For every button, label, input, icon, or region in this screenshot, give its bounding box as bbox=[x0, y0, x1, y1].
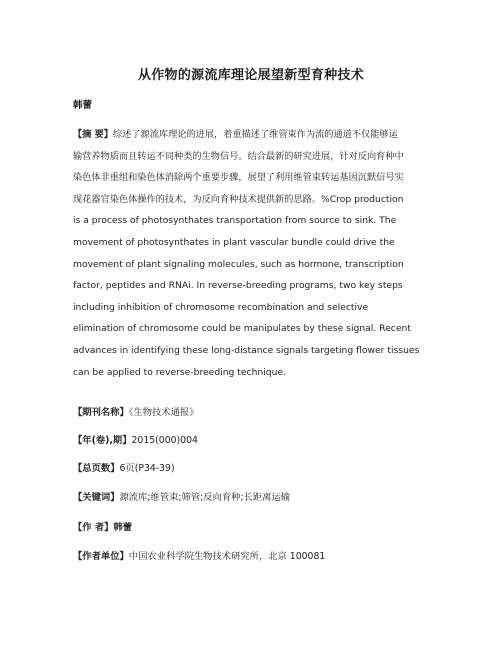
journal-value: 《生物技术通报》 bbox=[128, 407, 199, 418]
pages-value: 6页(P34-39) bbox=[119, 463, 175, 474]
abstract-line: can be applied to reverse-breeding technique. bbox=[73, 366, 287, 378]
affiliation-value: 中国农业科学院生物技术研究所，北京 100081 bbox=[128, 551, 326, 562]
abstract-line: 染色体非重组和染色体消除两个重要步骤，展望了利用维管束转运基因沉默信号实 bbox=[73, 172, 404, 184]
abstract-label: 【摘 要】 bbox=[73, 129, 113, 140]
author-row bbox=[73, 519, 132, 533]
author-value: 韩蕾 bbox=[113, 522, 133, 533]
pages-row bbox=[73, 460, 175, 474]
journal-label: 【期刊名称】 bbox=[73, 407, 129, 418]
keywords-value: 源流库;维管束;筛管;反向育种;长距离运输 bbox=[119, 492, 291, 503]
affiliation-row bbox=[73, 548, 325, 562]
abstract-line: including inhibition of chromosome recombination and selective bbox=[73, 301, 369, 313]
abstract-line: elimination of chromosome could be manipulates by these signal. Recent bbox=[73, 323, 411, 335]
journal-row bbox=[73, 404, 199, 418]
abstract-line: advances in identifying these long-distance signals targeting flower tissues bbox=[73, 344, 420, 356]
abstract-line: factor, peptides and RNAi. In reverse-breeding programs, two key steps bbox=[73, 280, 403, 292]
year-volume-issue-row bbox=[73, 432, 198, 446]
author-label: 【作 者】 bbox=[73, 522, 114, 533]
year-label: 【年(卷),期】 bbox=[73, 435, 132, 446]
abstract-line: movement of plant signaling molecules, such as hormone, transcription bbox=[73, 258, 404, 270]
year-value: 2015(000)004 bbox=[131, 435, 198, 446]
abstract-block bbox=[73, 124, 435, 383]
abstract-line: 【摘 要】综述了源流库理论的进展，着重描述了维管束作为流的通道不仅能够运 bbox=[73, 129, 398, 140]
paper-author: 韩蕾 bbox=[73, 100, 93, 111]
abstract-line: 现花器官染色体操作的技术，为反向育种技术提供新的思路。%Crop production bbox=[73, 193, 404, 205]
abstract-line: is a process of photosynthates transportation from source to sink. The bbox=[73, 215, 397, 227]
abstract-line: movement of photosynthates in plant vascular bundle could drive the bbox=[73, 236, 395, 248]
paper-title: 从作物的源流库理论展望新型育种技术 bbox=[137, 68, 365, 83]
keywords-row bbox=[73, 489, 290, 503]
abstract-line: 输营养物质而且转运不同种类的生物信号。结合最新的研究进展，针对反向育种中 bbox=[73, 150, 404, 162]
affiliation-label: 【作者单位】 bbox=[73, 551, 129, 562]
pages-label: 【总页数】 bbox=[73, 463, 120, 474]
keywords-label: 【关键词】 bbox=[73, 492, 120, 503]
